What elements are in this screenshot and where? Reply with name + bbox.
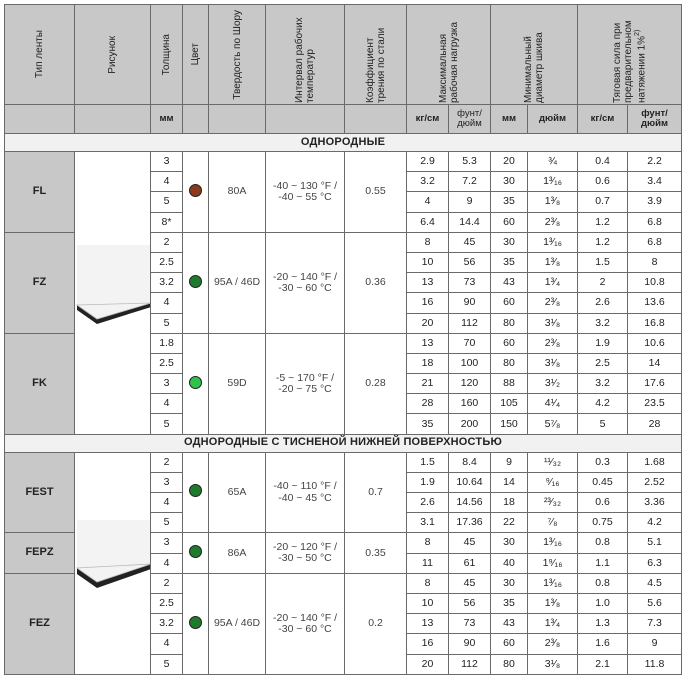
max-load-kgcm: 8: [407, 573, 449, 593]
unit-empty: [5, 105, 75, 134]
traction-kgcm: 1.2: [578, 212, 628, 232]
min-pulley-inch: 1³⁄₁₆: [528, 533, 578, 553]
max-load-kgcm: 16: [407, 293, 449, 313]
unit-empty: [183, 105, 209, 134]
table-body: [5, 134, 682, 675]
max-load-kgcm: 11: [407, 553, 449, 573]
traction-lbin: 17.6: [628, 374, 682, 394]
traction-lbin: 2.52: [628, 472, 682, 492]
color-swatch-icon: [189, 545, 202, 558]
traction-kgcm: 0.45: [578, 472, 628, 492]
unit-load-kgcm: кг/см: [407, 105, 449, 134]
traction-kgcm: 0.8: [578, 573, 628, 593]
min-pulley-mm: 30: [491, 573, 528, 593]
max-load-kgcm: 6.4: [407, 212, 449, 232]
temperature-range: -40 ~ 110 °F / -40 ~ 45 °C: [266, 452, 345, 533]
traction-kgcm: 4.2: [578, 394, 628, 414]
max-load-kgcm: 4: [407, 192, 449, 212]
color-swatch-icon: [189, 484, 202, 497]
header-color: Цвет: [183, 5, 209, 105]
traction-lbin: 1.68: [628, 452, 682, 472]
min-pulley-mm: 30: [491, 533, 528, 553]
traction-kgcm: 0.4: [578, 152, 628, 172]
color-swatch-icon: [189, 376, 202, 389]
max-load-lbin: 14.56: [449, 493, 491, 513]
units-row: [5, 105, 682, 134]
max-load-lbin: 112: [449, 654, 491, 674]
header-picture: Рисунок: [75, 5, 151, 105]
thickness-value: 2.5: [151, 593, 183, 613]
traction-lbin: 3.36: [628, 493, 682, 513]
traction-kgcm: 5: [578, 414, 628, 434]
thickness-value: 3.2: [151, 614, 183, 634]
traction-lbin: 6.8: [628, 212, 682, 232]
thickness-value: 4: [151, 293, 183, 313]
traction-kgcm: 1.9: [578, 333, 628, 353]
min-pulley-mm: 88: [491, 374, 528, 394]
traction-kgcm: 0.3: [578, 452, 628, 472]
min-pulley-mm: 60: [491, 212, 528, 232]
traction-kgcm: 1.6: [578, 634, 628, 654]
temperature-range: -20 ~ 140 °F / -30 ~ 60 °C: [266, 573, 345, 674]
belt-type-name: FEZ: [5, 573, 75, 674]
min-pulley-inch: 2³⁄₈: [528, 293, 578, 313]
max-load-kgcm: 18: [407, 353, 449, 373]
traction-lbin: 10.6: [628, 333, 682, 353]
max-load-lbin: 7.2: [449, 172, 491, 192]
thickness-value: 2: [151, 573, 183, 593]
thickness-value: 4: [151, 634, 183, 654]
traction-lbin: 7.3: [628, 614, 682, 634]
section-header-row: [5, 434, 682, 452]
max-load-kgcm: 2.9: [407, 152, 449, 172]
min-pulley-inch: ²³⁄₃₂: [528, 493, 578, 513]
min-pulley-mm: 60: [491, 293, 528, 313]
header-hardness: Твердость по Шору: [209, 5, 266, 105]
min-pulley-mm: 105: [491, 394, 528, 414]
header-type: Тип ленты: [5, 5, 75, 105]
min-pulley-inch: 3¹⁄₈: [528, 654, 578, 674]
max-load-lbin: 9: [449, 192, 491, 212]
min-pulley-mm: 18: [491, 493, 528, 513]
min-pulley-mm: 80: [491, 654, 528, 674]
temperature-range: -20 ~ 120 °F / -30 ~ 50 °C: [266, 533, 345, 573]
min-pulley-inch: 1⁹⁄₁₆: [528, 553, 578, 573]
traction-lbin: 9: [628, 634, 682, 654]
max-load-lbin: 70: [449, 333, 491, 353]
max-load-lbin: 73: [449, 273, 491, 293]
max-load-kgcm: 16: [407, 634, 449, 654]
traction-kgcm: 3.2: [578, 313, 628, 333]
header-row: [5, 5, 682, 105]
friction-coefficient: 0.28: [345, 333, 407, 434]
traction-kgcm: 0.6: [578, 493, 628, 513]
min-pulley-mm: 35: [491, 192, 528, 212]
traction-lbin: 5.1: [628, 533, 682, 553]
belt-type-name: FEPZ: [5, 533, 75, 573]
belt-section-picture: [75, 152, 151, 435]
traction-kgcm: 3.2: [578, 374, 628, 394]
max-load-lbin: 90: [449, 634, 491, 654]
min-pulley-mm: 22: [491, 513, 528, 533]
max-load-kgcm: 13: [407, 273, 449, 293]
color-cell: [183, 452, 209, 533]
min-pulley-mm: 43: [491, 273, 528, 293]
flat-belt-illustration: [75, 243, 151, 343]
min-pulley-inch: 1³⁄₈: [528, 593, 578, 613]
min-pulley-mm: 80: [491, 353, 528, 373]
hardness-value: 86A: [209, 533, 266, 573]
unit-empty: [345, 105, 407, 134]
max-load-lbin: 73: [449, 614, 491, 634]
max-load-lbin: 56: [449, 252, 491, 272]
temperature-range: -5 ~ 170 °F / -20 ~ 75 °C: [266, 333, 345, 434]
traction-lbin: 4.2: [628, 513, 682, 533]
traction-kgcm: 0.8: [578, 533, 628, 553]
max-load-lbin: 61: [449, 553, 491, 573]
traction-lbin: 6.3: [628, 553, 682, 573]
max-load-kgcm: 2.6: [407, 493, 449, 513]
min-pulley-mm: 30: [491, 172, 528, 192]
unit-pulley-inch: дюйм: [528, 105, 578, 134]
max-load-kgcm: 8: [407, 232, 449, 252]
min-pulley-inch: 1³⁄₈: [528, 192, 578, 212]
max-load-lbin: 14.4: [449, 212, 491, 232]
thickness-value: 4: [151, 493, 183, 513]
thickness-value: 3: [151, 374, 183, 394]
section-title: ОДНОРОДНЫЕ: [5, 134, 682, 152]
color-cell: [183, 533, 209, 573]
traction-lbin: 10.8: [628, 273, 682, 293]
max-load-lbin: 112: [449, 313, 491, 333]
thickness-value: 3: [151, 152, 183, 172]
traction-kgcm: 2.1: [578, 654, 628, 674]
max-load-kgcm: 21: [407, 374, 449, 394]
max-load-lbin: 10.64: [449, 472, 491, 492]
traction-kgcm: 0.75: [578, 513, 628, 533]
min-pulley-mm: 80: [491, 313, 528, 333]
belt-type-name: FK: [5, 333, 75, 434]
belt-spec-table: [4, 4, 682, 675]
section-header-row: [5, 134, 682, 152]
header-thickness: Толщина: [151, 5, 183, 105]
max-load-kgcm: 20: [407, 654, 449, 674]
max-load-kgcm: 1.9: [407, 472, 449, 492]
thickness-value: 1.8: [151, 333, 183, 353]
min-pulley-mm: 60: [491, 634, 528, 654]
header-temp: Интервал рабочих температур: [266, 5, 345, 105]
hardness-value: 59D: [209, 333, 266, 434]
min-pulley-inch: ⁹⁄₁₆: [528, 472, 578, 492]
thickness-value: 3.2: [151, 273, 183, 293]
thickness-value: 4: [151, 172, 183, 192]
traction-kgcm: 2.5: [578, 353, 628, 373]
unit-empty: [209, 105, 266, 134]
friction-coefficient: 0.2: [345, 573, 407, 674]
traction-kgcm: 1.2: [578, 232, 628, 252]
min-pulley-inch: ¾: [528, 152, 578, 172]
unit-empty: [75, 105, 151, 134]
min-pulley-inch: 1³⁄₄: [528, 273, 578, 293]
hardness-value: 80A: [209, 152, 266, 233]
min-pulley-inch: 1³⁄₁₆: [528, 172, 578, 192]
min-pulley-inch: 2³⁄₈: [528, 212, 578, 232]
traction-lbin: 2.2: [628, 152, 682, 172]
friction-coefficient: 0.55: [345, 152, 407, 233]
unit-traction-kgcm: кг/см: [578, 105, 628, 134]
friction-coefficient: 0.36: [345, 232, 407, 333]
temperature-range: -40 ~ 130 °F / -40 ~ 55 °C: [266, 152, 345, 233]
min-pulley-inch: 5⁷⁄₈: [528, 414, 578, 434]
traction-lbin: 8: [628, 252, 682, 272]
min-pulley-inch: ¹¹⁄₃₂: [528, 452, 578, 472]
traction-kgcm: 0.7: [578, 192, 628, 212]
traction-lbin: 23.5: [628, 394, 682, 414]
temperature-range: -20 ~ 140 °F / -30 ~ 60 °C: [266, 232, 345, 333]
min-pulley-inch: 1³⁄₁₆: [528, 573, 578, 593]
min-pulley-mm: 30: [491, 232, 528, 252]
traction-kgcm: 1.3: [578, 614, 628, 634]
traction-lbin: 28: [628, 414, 682, 434]
traction-lbin: 3.4: [628, 172, 682, 192]
min-pulley-inch: ⁷⁄₈: [528, 513, 578, 533]
min-pulley-mm: 60: [491, 333, 528, 353]
traction-lbin: 14: [628, 353, 682, 373]
color-swatch-icon: [189, 616, 202, 629]
max-load-lbin: 100: [449, 353, 491, 373]
max-load-kgcm: 3.1: [407, 513, 449, 533]
traction-kgcm: 2: [578, 273, 628, 293]
max-load-kgcm: 13: [407, 333, 449, 353]
belt-type-name: FL: [5, 152, 75, 233]
color-swatch-icon: [189, 275, 202, 288]
min-pulley-inch: 3¹⁄₈: [528, 313, 578, 333]
traction-lbin: 4.5: [628, 573, 682, 593]
hardness-value: 65A: [209, 452, 266, 533]
hardness-value: 95A / 46D: [209, 573, 266, 674]
thickness-value: 5: [151, 654, 183, 674]
hardness-value: 95A / 46D: [209, 232, 266, 333]
unit-pulley-mm: мм: [491, 105, 528, 134]
color-cell: [183, 232, 209, 333]
header-max-load: Максимальная рабочая нагрузка: [407, 5, 491, 105]
min-pulley-inch: 2³⁄₈: [528, 333, 578, 353]
thickness-value: 4: [151, 553, 183, 573]
belt-type-name: FEST: [5, 452, 75, 533]
traction-lbin: 16.8: [628, 313, 682, 333]
min-pulley-mm: 43: [491, 614, 528, 634]
min-pulley-mm: 20: [491, 152, 528, 172]
max-load-kgcm: 35: [407, 414, 449, 434]
belt-section-picture: [75, 452, 151, 674]
min-pulley-mm: 35: [491, 593, 528, 613]
thickness-value: 2: [151, 452, 183, 472]
max-load-lbin: 90: [449, 293, 491, 313]
unit-thickness-mm: мм: [151, 105, 183, 134]
min-pulley-inch: 3¹⁄₈: [528, 353, 578, 373]
embossed-belt-illustration: [75, 518, 151, 608]
max-load-lbin: 45: [449, 533, 491, 553]
max-load-kgcm: 20: [407, 313, 449, 333]
traction-kgcm: 2.6: [578, 293, 628, 313]
thickness-value: 8*: [151, 212, 183, 232]
thickness-value: 2: [151, 232, 183, 252]
max-load-kgcm: 8: [407, 533, 449, 553]
min-pulley-inch: 1³⁄₄: [528, 614, 578, 634]
max-load-lbin: 8.4: [449, 452, 491, 472]
traction-lbin: 5.6: [628, 593, 682, 613]
thickness-value: 3: [151, 533, 183, 553]
max-load-lbin: 160: [449, 394, 491, 414]
max-load-kgcm: 1.5: [407, 452, 449, 472]
max-load-kgcm: 10: [407, 593, 449, 613]
min-pulley-mm: 35: [491, 252, 528, 272]
min-pulley-inch: 4¹⁄₄: [528, 394, 578, 414]
traction-lbin: 13.6: [628, 293, 682, 313]
header-friction: Коэффициент трения по стали: [345, 5, 407, 105]
friction-coefficient: 0.7: [345, 452, 407, 533]
thickness-value: 2.5: [151, 252, 183, 272]
section-title: ОДНОРОДНЫЕ С ТИСНЕНОЙ НИЖНЕЙ ПОВЕРХНОСТЬЮ: [5, 434, 682, 452]
thickness-value: 5: [151, 313, 183, 333]
max-load-kgcm: 3.2: [407, 172, 449, 192]
min-pulley-mm: 14: [491, 472, 528, 492]
max-load-lbin: 120: [449, 374, 491, 394]
thickness-value: 5: [151, 414, 183, 434]
max-load-kgcm: 13: [407, 614, 449, 634]
min-pulley-mm: 9: [491, 452, 528, 472]
header-min-pulley: Минимальный диаметр шкива: [491, 5, 578, 105]
traction-lbin: 3.9: [628, 192, 682, 212]
max-load-kgcm: 28: [407, 394, 449, 414]
traction-kgcm: 1.5: [578, 252, 628, 272]
min-pulley-mm: 150: [491, 414, 528, 434]
min-pulley-inch: 3¹⁄₂: [528, 374, 578, 394]
min-pulley-inch: 1³⁄₁₆: [528, 232, 578, 252]
min-pulley-inch: 2³⁄₈: [528, 634, 578, 654]
unit-load-lbin: фунт/дюйм: [449, 105, 491, 134]
max-load-lbin: 56: [449, 593, 491, 613]
thickness-value: 5: [151, 513, 183, 533]
belt-type-name: FZ: [5, 232, 75, 333]
thickness-value: 5: [151, 192, 183, 212]
color-cell: [183, 573, 209, 674]
table-row: [5, 152, 682, 172]
color-cell: [183, 152, 209, 233]
traction-kgcm: 1.0: [578, 593, 628, 613]
min-pulley-mm: 40: [491, 553, 528, 573]
unit-traction-lbin: фунт/дюйм: [628, 105, 682, 134]
thickness-value: 4: [151, 394, 183, 414]
thickness-value: 3: [151, 472, 183, 492]
min-pulley-inch: 1³⁄₈: [528, 252, 578, 272]
table-row: [5, 452, 682, 472]
traction-lbin: 11.8: [628, 654, 682, 674]
color-cell: [183, 333, 209, 434]
friction-coefficient: 0.35: [345, 533, 407, 573]
max-load-lbin: 45: [449, 232, 491, 252]
max-load-lbin: 5.3: [449, 152, 491, 172]
thickness-value: 2.5: [151, 353, 183, 373]
unit-empty: [266, 105, 345, 134]
traction-kgcm: 0.6: [578, 172, 628, 192]
traction-lbin: 6.8: [628, 232, 682, 252]
traction-kgcm: 1.1: [578, 553, 628, 573]
max-load-lbin: 45: [449, 573, 491, 593]
header-traction: Тяговая сила при предварительном натяжении 1%$^{2)}$: [578, 5, 682, 105]
color-swatch-icon: [189, 184, 202, 197]
max-load-lbin: 17.36: [449, 513, 491, 533]
max-load-lbin: 200: [449, 414, 491, 434]
max-load-kgcm: 10: [407, 252, 449, 272]
